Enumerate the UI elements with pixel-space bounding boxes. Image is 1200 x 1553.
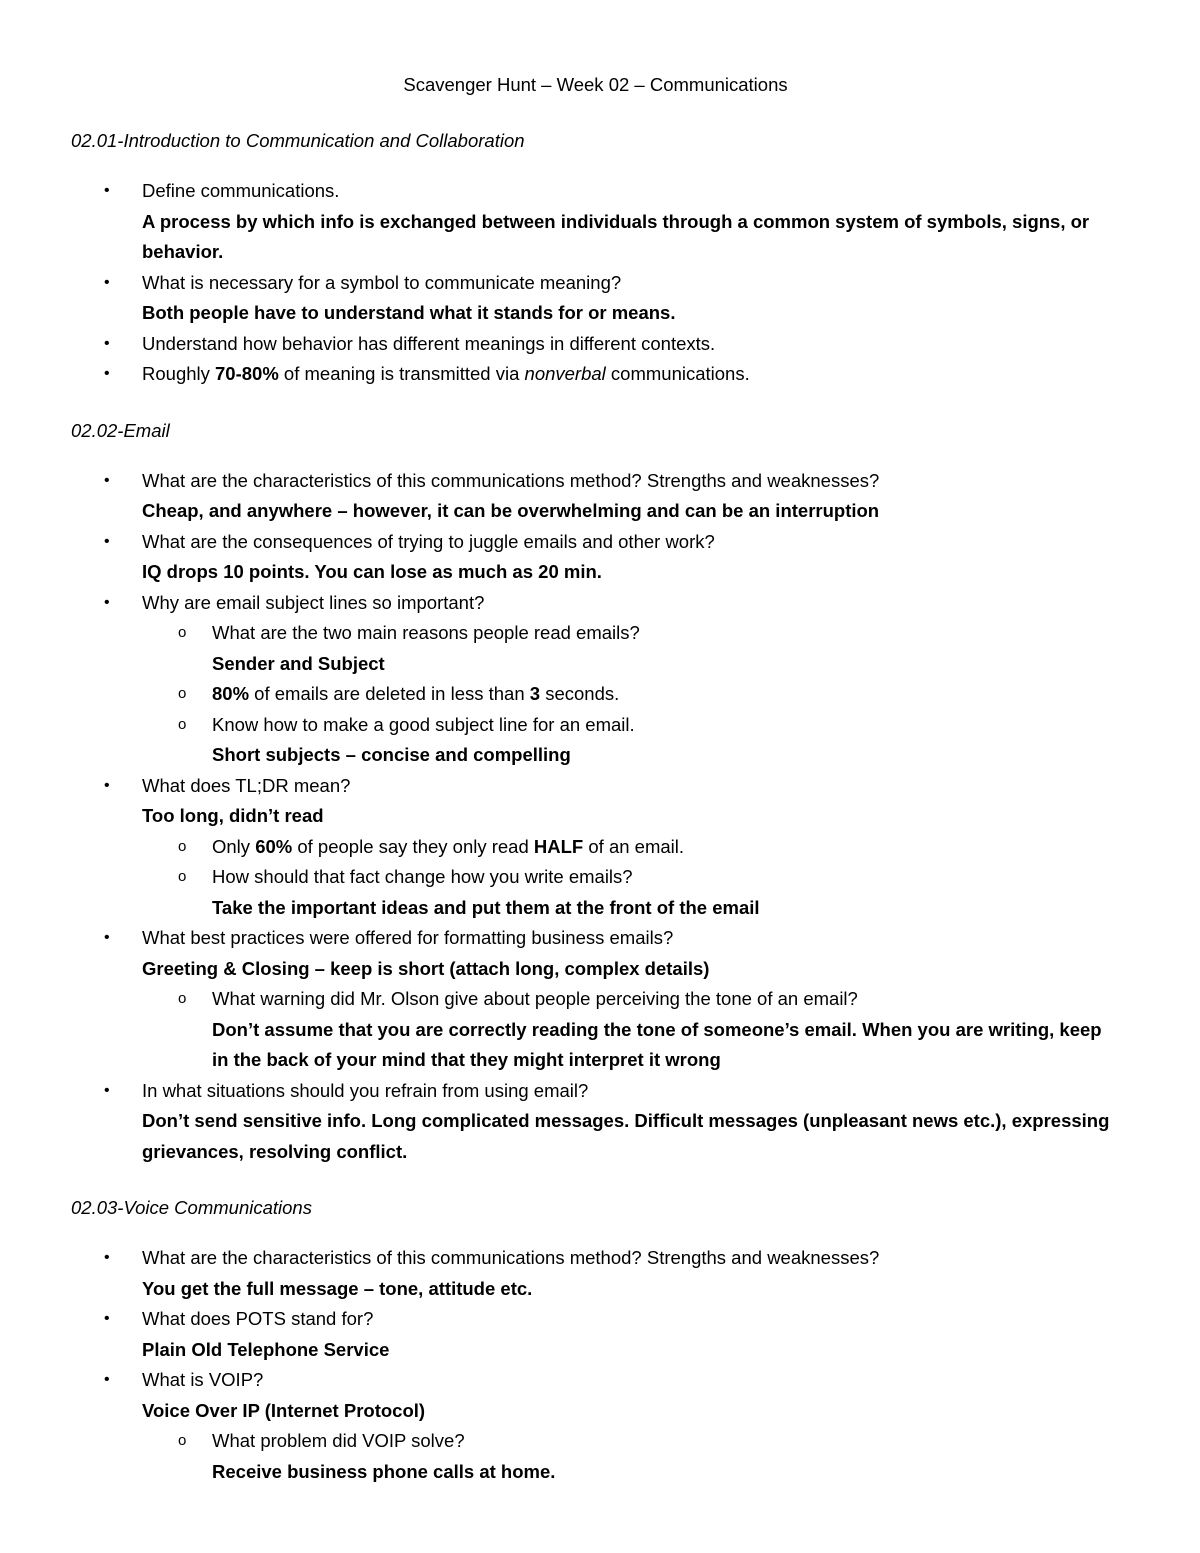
sub-list-item [142, 1426, 1120, 1487]
circle-bullet-icon: o [178, 1432, 187, 1449]
answer-text: Sender and Subject [212, 652, 385, 674]
circle-bullet-icon: o [178, 624, 187, 641]
bullet-icon: • [104, 1249, 110, 1266]
list-item [71, 466, 1120, 527]
answer-text: A process by which info is exchanged between individuals through a common system of symbols, signs, or behavior. [142, 210, 1090, 262]
answer-text: Greeting & Closing – keep is short (attach long, complex details) [142, 957, 710, 979]
question-text: What problem did VOIP solve? [212, 1430, 465, 1451]
list-item [71, 527, 1120, 588]
sub-list-item [142, 984, 1120, 1076]
bullet-icon: • [104, 334, 110, 352]
question-text: What is necessary for a symbol to communicate meaning? [142, 271, 622, 293]
document-title: Scavenger Hunt – Week 02 – Communications [403, 74, 788, 95]
answer-text: Don’t send sensitive info. Long complicated messages. Difficult messages (unpleasant news etc.), expressing grievances, resolving conflict. [142, 1110, 1110, 1162]
list-item [71, 176, 1120, 268]
bullet-icon: • [104, 1371, 110, 1388]
question-text: In what situations should you refrain from using email? [142, 1079, 589, 1101]
bullet-icon: • [104, 273, 110, 291]
bullet-icon: • [104, 593, 110, 611]
sub-question-list [142, 984, 1120, 1076]
bullet-icon: • [104, 182, 110, 199]
answer-text: Too long, didn’t read [142, 805, 324, 826]
sub-question-list [142, 618, 1120, 771]
answer-text: Both people have to understand what it stands for or means. [142, 302, 676, 323]
question-text: What warning did Mr. Olson give about people perceiving the tone of an email? [212, 988, 858, 1009]
list-item [71, 1076, 1120, 1168]
answer-text: You get the full message – tone, attitude etc. [142, 1277, 533, 1299]
sub-list-item [142, 679, 1120, 710]
section-heading: 02.03-Voice Communications [71, 1197, 312, 1218]
sub-list-item [142, 832, 1120, 863]
answer-text: Don’t assume that you are correctly reading the tone of someone’s email. When you are writing, keep in the back of your mind that they might interpret it wrong [212, 1018, 1102, 1070]
answer-text: Voice Over IP (Internet Protocol) [142, 1399, 426, 1421]
list-item [71, 329, 1120, 360]
question-text: Know how to make a good subject line for an email. [212, 713, 635, 735]
circle-bullet-icon: o [178, 715, 187, 733]
question-text: Understand how behavior has different meanings in different contexts. [142, 332, 716, 354]
sub-list-item [142, 618, 1120, 679]
section-heading: 02.01-Introduction to Communication and Collaboration [71, 130, 525, 151]
list-item [71, 771, 1120, 924]
question-text: What are the characteristics of this communications method? Strengths and weaknesses? [142, 469, 880, 491]
bullet-icon: • [104, 776, 110, 794]
circle-bullet-icon: o [178, 685, 187, 702]
answer-text: Short subjects – concise and compelling [212, 744, 571, 765]
question-text: Define communications. [142, 180, 340, 201]
sub-list-item [142, 862, 1120, 923]
sub-question-list [142, 832, 1120, 924]
sub-list-item [142, 710, 1120, 771]
answer-text: IQ drops 10 points. You can lose as much as 20 min. [142, 561, 602, 582]
question-text: What does TL;DR mean? [142, 774, 351, 796]
circle-bullet-icon: o [178, 837, 187, 855]
list-item [71, 1365, 1120, 1487]
question-text: What are the consequences of trying to juggle emails and other work? [142, 530, 715, 552]
question-text: Roughly 70-80% of meaning is transmitted via nonverbal communications. [142, 363, 750, 384]
list-item [71, 1243, 1120, 1304]
bullet-icon: • [104, 365, 110, 382]
list-item [71, 1304, 1120, 1365]
question-list [71, 176, 1120, 390]
question-text: What does POTS stand for? [142, 1308, 374, 1329]
bullet-icon: • [104, 532, 110, 550]
section-heading: 02.02-Email [71, 419, 170, 441]
answer-text: Receive business phone calls at home. [212, 1460, 556, 1482]
sub-question-list [142, 1426, 1120, 1487]
question-text: What is VOIP? [142, 1369, 264, 1390]
question-list [71, 466, 1120, 1168]
list-item [71, 923, 1120, 1076]
question-text: Only 60% of people say they only read HALF of an email. [212, 835, 685, 857]
bullet-icon: • [104, 1310, 110, 1327]
circle-bullet-icon: o [178, 990, 187, 1007]
answer-text: Plain Old Telephone Service [142, 1338, 390, 1360]
list-item [71, 268, 1120, 329]
question-list [71, 1243, 1120, 1487]
question-text: 80% of emails are deleted in less than 3 seconds. [212, 683, 620, 704]
answer-text: Take the important ideas and put them at the front of the email [212, 896, 760, 918]
question-text: What best practices were offered for formatting business emails? [142, 927, 674, 948]
question-text: How should that fact change how you write emails? [212, 866, 633, 887]
question-text: What are the two main reasons people read emails? [212, 622, 640, 643]
list-item [71, 588, 1120, 771]
question-text: What are the characteristics of this communications method? Strengths and weaknesses? [142, 1247, 880, 1268]
bullet-icon: • [104, 471, 110, 489]
bullet-icon: • [104, 1081, 110, 1099]
list-item [71, 359, 1120, 390]
circle-bullet-icon: o [178, 868, 187, 885]
question-text: Why are email subject lines so important? [142, 591, 485, 613]
bullet-icon: • [104, 929, 110, 946]
answer-text: Cheap, and anywhere – however, it can be overwhelming and can be an interruption [142, 500, 880, 521]
